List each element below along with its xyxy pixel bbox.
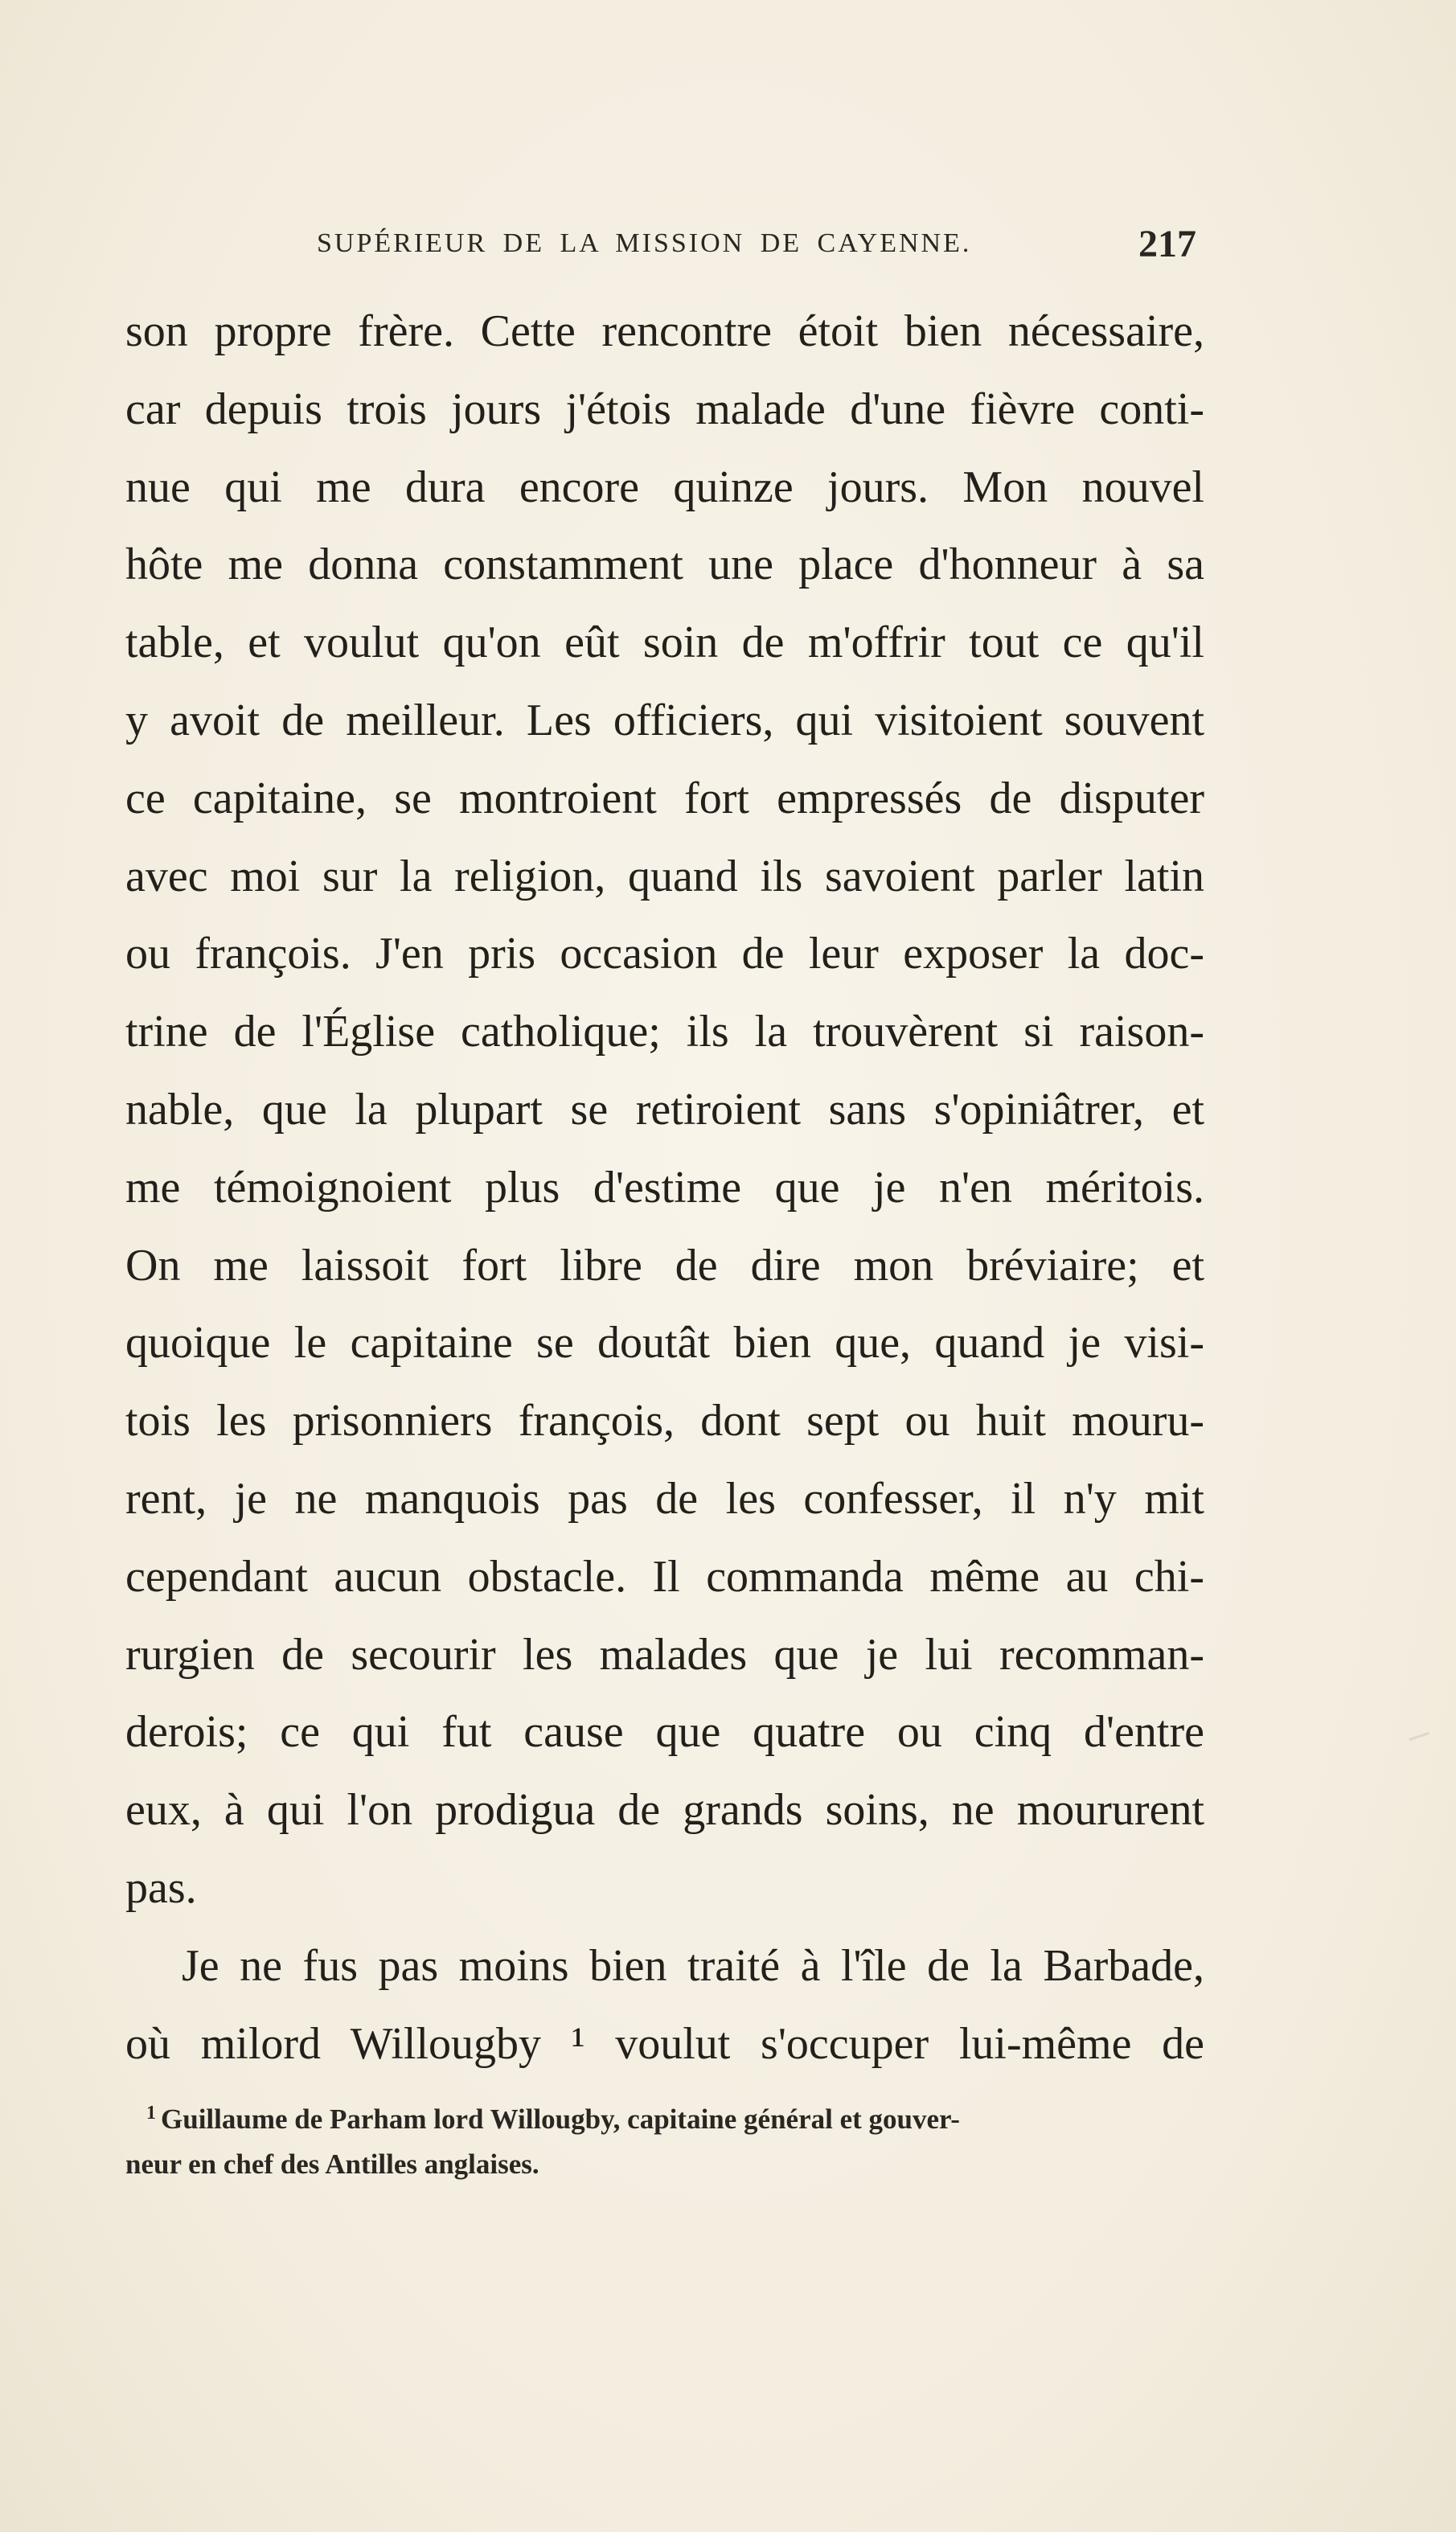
text-line: hôte me donna constamment une place d'honneur à sa — [125, 540, 1204, 590]
text-line: trine de l'Église catholique; ils la trouvèrent si raison- — [125, 1007, 1204, 1057]
text-line: rurgien de secourir les malades que je lui recomman- — [125, 1629, 1204, 1680]
text-line: car depuis trois jours j'étois malade d'une fièvre conti- — [125, 384, 1204, 434]
text-line: tois les prisonniers françois, dont sept ou huit mouru- — [125, 1396, 1204, 1447]
footnote — [125, 2091, 1204, 2187]
body-text — [125, 293, 1204, 2083]
text-line: y avoit de meilleur. Les officiers, qui visitoient souvent — [125, 695, 1204, 745]
text-line: quoique le capitaine se doutât bien que, quand je visi- — [125, 1318, 1204, 1369]
text-line: nue qui me dura encore quinze jours. Mon nouvel — [125, 462, 1204, 512]
text-line: nable, que la plupart se retiroient sans s'opiniâtrer, et — [125, 1084, 1204, 1135]
footnote-text-1: Guillaume de Parham lord Willougby, capitaine général et gouver- — [161, 2103, 960, 2135]
text-line: derois; ce qui fut cause que quatre ou cinq d'entre — [125, 1707, 1204, 1758]
text-line-paragraph-start: Je ne fus pas moins bien traité à l'île de la Barbade, — [182, 1940, 1204, 1991]
text-line: ou françois. J'en pris occasion de leur exposer la doc- — [125, 929, 1204, 979]
footnote-text-2: neur en chef des Antilles anglaises. — [125, 2148, 539, 2180]
text-line: avec moi sur la religion, quand ils savoient parler latin — [125, 851, 1204, 901]
text-line: eux, à qui l'on prodigua de grands soins, ne moururent — [125, 1785, 1204, 1836]
text-line: où milord Willougby ¹ voulut s'occuper lui-même de — [125, 2018, 1204, 2069]
page-number: 217 — [1138, 223, 1196, 265]
running-head: SUPÉRIEUR DE LA MISSION DE CAYENNE. — [317, 228, 972, 258]
text-line: me témoignoient plus d'estime que je n'en méritois. — [125, 1162, 1204, 1213]
text-line: ce capitaine, se montroient fort empressés de disputer — [125, 773, 1204, 823]
text-line: pas. — [125, 1862, 197, 1913]
text-line: table, et voulut qu'on eût soin de m'offrir tout ce qu'il — [125, 618, 1204, 668]
paper-speck — [1409, 1732, 1429, 1741]
page-header — [317, 222, 1196, 270]
footnote-line-1 — [125, 2091, 1204, 2142]
text-line: rent, je ne manquois pas de les confesser, il n'y mit — [125, 1473, 1204, 1524]
text-line: son propre frère. Cette rencontre étoit bien nécessaire, — [125, 306, 1204, 356]
footnote-line-2 — [125, 2142, 1204, 2187]
text-line: On me laissoit fort libre de dire mon bréviaire; et — [125, 1240, 1204, 1291]
text-line: cependant aucun obstacle. Il commanda même au chi- — [125, 1551, 1204, 1602]
footnote-marker: 1 — [146, 2103, 156, 2124]
